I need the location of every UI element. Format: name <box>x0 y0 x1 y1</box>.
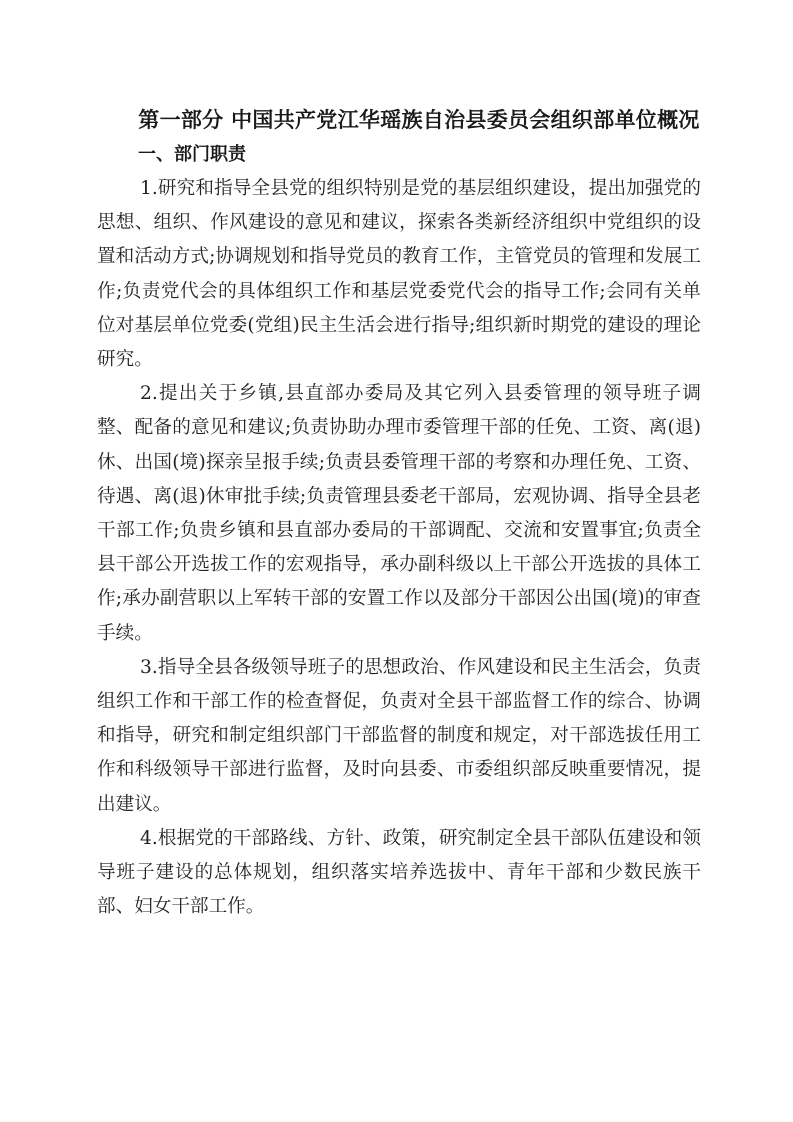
paragraph-4: 4.根据党的干部路线、方针、政策，研究制定全县干部队伍建设和领导班子建设的总体规划，组织落实培养选拔中、青年干部和少数民族干部、妇女干部工作。 <box>97 827 701 918</box>
document-title: 第一部分 中国共产党江华瑶族自治县委员会组织部单位概况 <box>138 108 700 132</box>
paragraph-1: 1.研究和指导全县党的组织特别是党的基层组织建设，提出加强党的思想、组织、作风建设的意见和建议，探索各类新经济组织中党组织的设置和活动方式;协调规划和指导党员的教育工作，主管党员的管理和发展工作;负责党代会的具体组织工作和基层党委党代会的指导工作;会同有关单位对基层单位党委(党组)民主生活会进行指导;组织新时期党的建设的理论研究。 <box>97 178 701 371</box>
document-page <box>97 103 701 924</box>
section-heading: 一、部门职责 <box>138 144 246 165</box>
paragraph-3: 3.指导全县各级领导班子的思想政治、作风建设和民主生活会，负责组织工作和干部工作的检查督促，负责对全县干部监督工作的综合、协调和指导，研究和制定组织部门干部监督的制度和规定，对干部选拔任用工作和科级领导干部进行监督，及时向县委、市委组织部反映重要情况，提出建议。 <box>97 656 701 815</box>
paragraph-2: 2.提出关于乡镇,县直部办委局及其它列入县委管理的领导班子调整、配备的意见和建议;负责协助办理市委管理干部的任免、工资、离(退)休、出国(境)探亲呈报手续;负责县委管理干部的考察和办理任免、工资、待遇、离(退)休审批手续;负责管理县委老干部局，宏观协调、指导全县老干部工作;负贵乡镇和县直部办委局的干部调配、交流和安置事宜;负责全县干部公开选拔工作的宏观指导，承办副科级以上干部公开选拔的具体工作;承办副营职以上军转干部的安置工作以及部分干部因公出国(境)的审查手续。 <box>97 383 701 644</box>
